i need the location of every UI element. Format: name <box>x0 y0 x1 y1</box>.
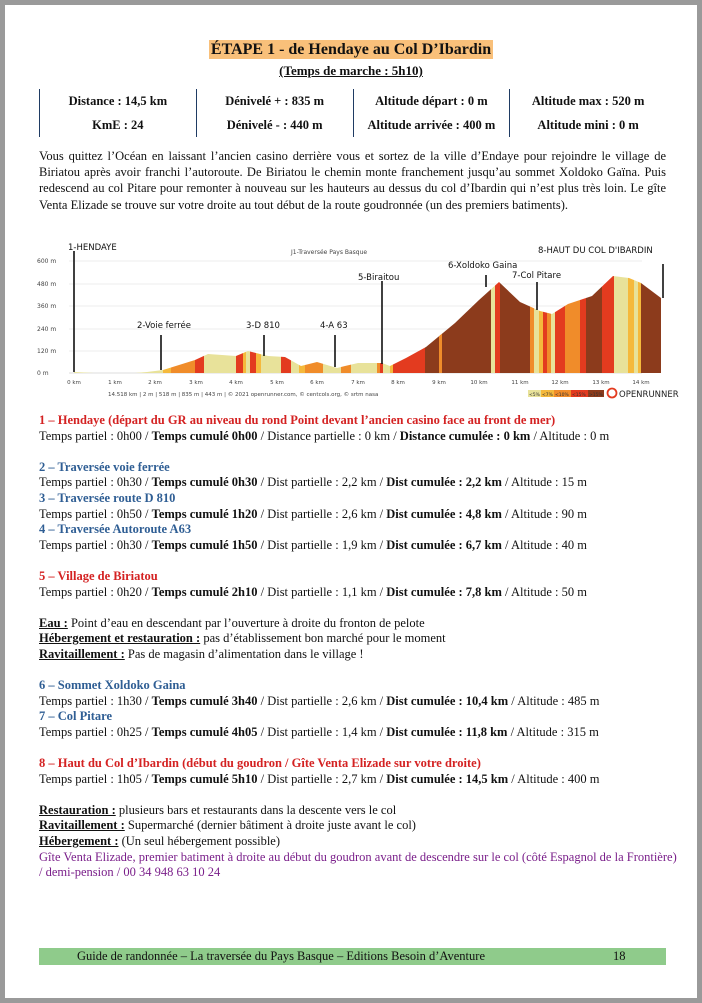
waypoint-6-title: 6 – Sommet Xoldoko Gaina <box>39 678 186 693</box>
y-axis-labels <box>37 258 56 377</box>
svg-text:10 km: 10 km <box>470 380 488 386</box>
svg-text:2-Voie ferrée: 2-Voie ferrée <box>137 321 191 331</box>
svg-text:240 m: 240 m <box>37 326 57 333</box>
document-page <box>5 5 697 998</box>
waypoint-4-title: 4 – Traversée Autoroute A63 <box>39 522 192 537</box>
ibardin-lodging: Hébergement : (Un seul hébergement possible) <box>39 834 281 849</box>
biriatou-water: Eau : Point d’eau en descendant par l’ouverture à droite du fronton de pelote <box>39 615 425 630</box>
svg-text:4 km: 4 km <box>229 380 243 386</box>
chart-title: J1-Traversée Pays Basque <box>291 249 368 256</box>
gradient-legend <box>528 390 604 398</box>
svg-text:5 km: 5 km <box>270 380 284 386</box>
itinerary <box>39 413 679 881</box>
svg-text:3-D 810: 3-D 810 <box>246 321 280 331</box>
waypoint-5-details: Temps partiel : 0h20 / Temps cumulé 2h10 / Dist partielle : 1,1 km / Dist cumulée : 7,8 km / Altitude : 50 m <box>39 584 587 599</box>
openrunner-logo-icon <box>608 389 617 398</box>
waypoint-1-title: 1 – Hendaye (départ du GR au niveau du rond Point devant l’ancien casino face au front de mer) <box>39 413 556 427</box>
svg-text:<15%: <15% <box>572 393 586 398</box>
svg-text:7 km: 7 km <box>351 380 365 386</box>
walking-time: (Temps de marche : 5h10) <box>279 63 423 78</box>
svg-text:12 km: 12 km <box>551 380 569 386</box>
svg-text:5-Biraitou: 5-Biraitou <box>358 273 400 283</box>
waypoint-1-details: Temps partiel : 0h00 / Temps cumulé 0h00 / Distance partielle : 0 km / Distance cumulée : 0 km / Altitude : 0 m <box>39 428 610 443</box>
waypoint-2-title: 2 – Traversée voie ferrée <box>39 459 170 474</box>
svg-text:9 km: 9 km <box>432 380 446 386</box>
waypoint-8-title: 8 – Haut du Col d’Ibardin (début du goudron / Gîte Venta Elizade sur votre droite) <box>39 756 481 771</box>
openrunner-brand: OPENRUNNER <box>619 390 679 400</box>
intro-paragraph: Vous quittez l’Océan en laissant l’ancien casino derrière vous et sortez de la ville d’Endaye pour rejoindre le village de Biriatou après avoir franchi l’autoroute. De Biriatou le chemin monte franchement jusqu’au sommet Xoldoko Gaïna. Puis redescend au col Pitare pour remonter à nouveau sur les hauteurs au dessus du col d’Ibardin qui n’est plus très loin. Le gîte Venta Elizade se trouve sur votre droite au tout début de la route goudronnée (un des premiers batiments). <box>39 149 666 212</box>
svg-text:<10%: <10% <box>555 393 569 398</box>
biriatou-supplies: Ravitaillement : Pas de magasin d’alimentation dans le village ! <box>39 646 364 661</box>
svg-text:360 m: 360 m <box>37 303 57 310</box>
page-number: 18 <box>613 949 626 963</box>
ibardin-restaurants: Restauration : plusieurs bars et restaurants dans la descente vers le col <box>39 802 397 817</box>
waypoint-7-details: Temps partiel : 0h25 / Temps cumulé 4h05 / Dist partielle : 1,4 km / Dist cumulée : 11,8 km / Altitude : 315 m <box>39 724 599 739</box>
gite-contact: Gîte Venta Elizade, premier batiment à droite au début du goudron avant de descendre sur le col (côté Espagnol de la Frontière) / demi-pension / 00 34 948 63 10 24 <box>39 849 677 880</box>
svg-text:0 m: 0 m <box>37 370 49 377</box>
stage-title: ÉTAPE 1 - de Hendaye au Col D’Ibardin <box>210 41 492 58</box>
svg-text:<7%: <7% <box>542 393 553 398</box>
page-footer <box>39 948 666 965</box>
svg-text:11 km: 11 km <box>511 380 529 386</box>
biriatou-lodging: Hébergement et restauration : pas d’établissement bon marché pour le moment <box>39 631 446 646</box>
waypoint-5-title: 5 – Village de Biriatou <box>39 568 158 583</box>
waypoint-2-details: Temps partiel : 0h30 / Temps cumulé 0h30 / Dist partielle : 2,2 km / Dist cumulée : 2,2 km / Altitude : 15 m <box>39 475 587 490</box>
svg-text:2 km: 2 km <box>148 380 162 386</box>
elevation-profile-chart <box>35 238 685 403</box>
svg-text:1-HENDAYE: 1-HENDAYE <box>68 243 117 253</box>
svg-text:600 m: 600 m <box>37 258 57 265</box>
svg-text:<5%: <5% <box>529 393 540 398</box>
x-axis-labels <box>67 380 650 386</box>
footer-text: Guide de randonnée – La traversée du Pays Basque – Editions Besoin d’Aventure <box>77 949 485 963</box>
stat-elevation: Dénivelé + : 835 m Dénivelé - : 440 m <box>196 89 353 137</box>
svg-text:1 km: 1 km <box>108 380 122 386</box>
chart-footer: 14.518 km | 2 m | 518 m | 835 m | 443 m | © 2021 openrunner.com, © centcols.org, © srtm nasa <box>108 392 379 398</box>
waypoint-6-details: Temps partiel : 1h30 / Temps cumulé 3h40 / Dist partielle : 2,6 km / Dist cumulée : 10,4 km / Altitude : 485 m <box>39 693 600 708</box>
waypoint-8-details: Temps partiel : 1h05 / Temps cumulé 5h10 / Dist partielle : 2,7 km / Dist cumulée : 14,5 km / Altitude : 400 m <box>39 771 600 786</box>
svg-text:3 km: 3 km <box>189 380 203 386</box>
svg-text:13 km: 13 km <box>592 380 610 386</box>
svg-text:0 km: 0 km <box>67 380 81 386</box>
svg-text:120 m: 120 m <box>37 348 57 355</box>
svg-text:480 m: 480 m <box>37 281 57 288</box>
stats-table <box>39 89 666 137</box>
svg-text:6 km: 6 km <box>310 380 324 386</box>
stat-distance: Distance : 14,5 km KmE : 24 <box>39 89 196 137</box>
stat-altitude-start-end: Altitude départ : 0 m Altitude arrivée : 400 m <box>353 89 510 137</box>
svg-text:6-Xoldoko Gaina: 6-Xoldoko Gaina <box>448 261 518 271</box>
svg-text:>15%: >15% <box>589 393 603 398</box>
waypoint-3-details: Temps partiel : 0h50 / Temps cumulé 1h20 / Dist partielle : 2,6 km / Dist cumulée : 4,8 km / Altitude : 90 m <box>39 506 587 521</box>
waypoint-7-title: 7 – Col Pitare <box>39 709 113 724</box>
ibardin-supplies: Ravitaillement : Supermarché (dernier bâtiment à droite juste avant le col) <box>39 818 416 833</box>
waypoint-4-details: Temps partiel : 0h30 / Temps cumulé 1h50 / Dist partielle : 1,9 km / Dist cumulée : 6,7 km / Altitude : 40 m <box>39 537 587 552</box>
svg-text:14 km: 14 km <box>632 380 650 386</box>
svg-text:4-A 63: 4-A 63 <box>320 321 348 331</box>
svg-text:8 km: 8 km <box>391 380 405 386</box>
svg-text:8-HAUT DU COL D'IBARDIN: 8-HAUT DU COL D'IBARDIN <box>538 246 653 256</box>
svg-text:7-Col Pitare: 7-Col Pitare <box>512 271 562 281</box>
waypoint-3-title: 3 – Traversée route D 810 <box>39 490 176 505</box>
stat-altitude-max-min: Altitude max : 520 m Altitude mini : 0 m <box>509 89 666 137</box>
